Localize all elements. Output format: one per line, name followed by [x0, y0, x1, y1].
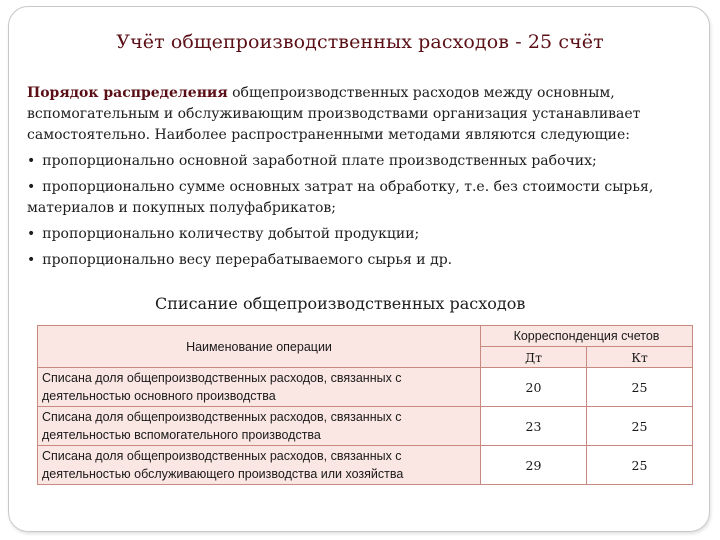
debit-cell: 23: [481, 407, 587, 446]
operation-cell: Списана доля общепроизводственных расходов, связанных с деятельностью обслуживающего производства или хозяйства: [38, 446, 481, 485]
column-header-operation: Наименование операции: [38, 326, 481, 368]
column-header-debit: Дт: [481, 347, 587, 368]
debit-cell: 29: [481, 446, 587, 485]
bullet-item: • пропорционально количеству добытой продукции;: [27, 224, 707, 245]
write-off-table: [37, 325, 693, 485]
credit-cell: 25: [587, 368, 693, 407]
intro-paragraph: [27, 83, 707, 146]
intro-text: общепроизводственных расходов между основным, вспомогательным и обслуживающим производствами организация устанавливает самостоятельно. Наиболее распространенными методами являются следующие:: [27, 85, 641, 143]
bullet-item: • пропорционально весу перерабатываемого сырья и др.: [27, 250, 707, 271]
table-row: [38, 446, 693, 485]
slide-title: Учёт общепроизводственных расходов - 25 счёт: [116, 31, 604, 53]
credit-cell: 25: [587, 407, 693, 446]
column-header-correspondence: Корреспонденция счетов: [481, 326, 693, 347]
operation-cell: Списана доля общепроизводственных расходов, связанных с деятельностью основного производства: [38, 368, 481, 407]
bullet-item: • пропорционально основной заработной плате производственных рабочих;: [27, 151, 707, 172]
column-header-credit: Кт: [587, 347, 693, 368]
table-row: [38, 368, 693, 407]
table-title: Списание общепроизводственных расходов: [155, 294, 526, 313]
intro-highlight: Порядок распределения: [27, 85, 228, 101]
table-row: [38, 407, 693, 446]
content-body: [27, 83, 707, 276]
bullet-item: • пропорционально сумме основных затрат на обработку, т.е. без стоимости сырья, материалов и покупных полуфабрикатов;: [27, 177, 707, 219]
debit-cell: 20: [481, 368, 587, 407]
credit-cell: 25: [587, 446, 693, 485]
operation-cell: Списана доля общепроизводственных расходов, связанных с деятельностью вспомогательного производства: [38, 407, 481, 446]
